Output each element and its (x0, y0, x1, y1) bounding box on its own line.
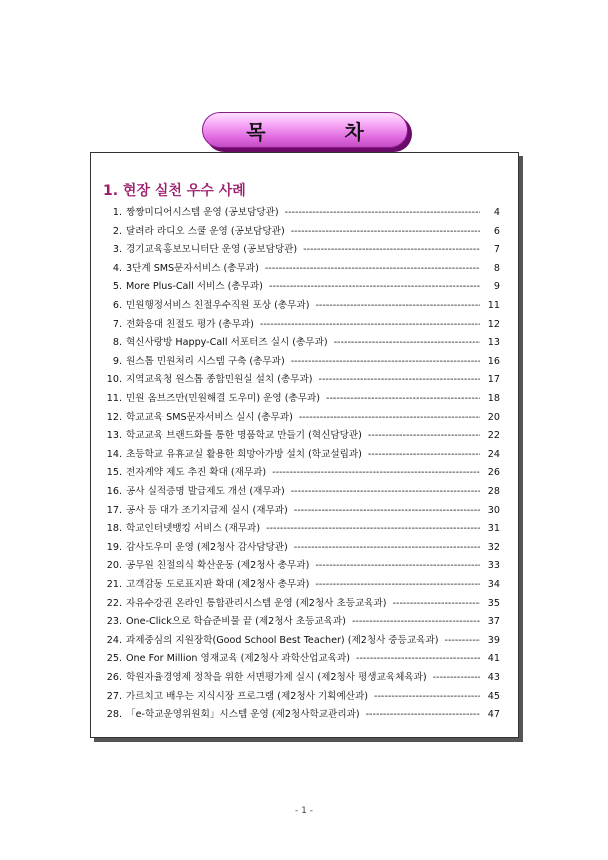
toc-entry (102, 650, 500, 668)
toc-entry-page: 22 (487, 430, 500, 442)
toc-entry (102, 427, 500, 445)
toc-entry (102, 613, 500, 631)
toc-entry-title: 전자계약 제도 추진 확대 (재무과) (126, 467, 267, 479)
toc-leader (291, 483, 480, 501)
toc-entry-number: 27. (106, 690, 122, 702)
toc-entry-page: 16 (487, 355, 500, 367)
toc-entry-title: 3단계 SMS문자서비스 (총무과) (126, 262, 259, 274)
toc-entry-page: 31 (487, 523, 500, 535)
toc-entry-number: 13. (106, 430, 122, 442)
toc-entry-page: 24 (487, 448, 500, 460)
toc-leader (260, 316, 480, 334)
toc-entry-page: 26 (487, 467, 500, 479)
toc-entry (102, 502, 500, 520)
toc-entry-title: 전화응대 친절도 평가 (총무과) (126, 318, 254, 330)
toc-entry-number: 12. (106, 411, 122, 423)
toc-leader (374, 688, 480, 706)
toc-entry-number: 2. (112, 225, 122, 237)
toc-leader (366, 706, 480, 724)
toc-entry (102, 204, 500, 222)
toc-entry-page: 39 (487, 634, 500, 646)
toc-entry-title: 학교교육 SMS문자서비스 실시 (총무과) (126, 411, 293, 423)
toc-entry (102, 557, 500, 575)
toc-entry (102, 576, 500, 594)
toc-leader (315, 576, 480, 594)
toc-entry-title: 감사도우미 운영 (제2청사 감사담당관) (126, 541, 288, 553)
toc-leader (445, 632, 481, 650)
toc-leader (319, 371, 481, 389)
toc-entry-page: 37 (487, 616, 500, 628)
toc-entry-title: 공무원 친절의식 확산운동 (제2청사 총무과) (126, 560, 310, 572)
toc-entry (102, 539, 500, 557)
toc-entry-page: 11 (487, 300, 500, 311)
toc-entry-title: 지역교육청 원스톱 종합민원실 설치 (총무과) (126, 374, 313, 386)
toc-entry-title: 짱짱미디어시스템 운영 (공보담당관) (126, 207, 279, 218)
section-heading: 1. 현장 실천 우수 사례 (103, 183, 246, 199)
toc-entry-number: 23. (106, 616, 122, 628)
toc-entry-number: 5. (112, 281, 122, 293)
toc-leader (272, 464, 480, 482)
toc-entry-number: 19. (106, 541, 122, 553)
toc-entry-number: 16. (106, 486, 122, 497)
toc-entry-page: 41 (487, 653, 500, 665)
toc-leader (303, 241, 480, 259)
toc-entry-page: 47 (487, 709, 500, 721)
page-title: 목 차 (246, 119, 400, 144)
toc-leader (265, 260, 480, 278)
toc-entry-page: 13 (487, 337, 500, 349)
toc-entry-page: 4 (493, 207, 500, 218)
toc-leader (433, 669, 480, 687)
toc-entry-page: 33 (487, 560, 500, 572)
toc-entry (102, 446, 500, 464)
toc-leader (315, 297, 480, 315)
toc-entry (102, 390, 500, 408)
toc-entry-number: 7. (112, 318, 122, 330)
toc-entry-title: One-Click으로 학습준비물 끝 (제2청사 초등교육과) (126, 616, 346, 628)
toc-entry-title: 학교인터넷뱅킹 서비스 (재무과) (126, 523, 261, 535)
toc-leader (291, 223, 480, 241)
toc-entry-title: 민원행정서비스 친절우수직원 포상 (총무과) (126, 300, 310, 311)
toc-entry (102, 464, 500, 482)
toc-leader (315, 557, 480, 575)
toc-leader (294, 502, 480, 520)
toc-entry-title: 고객감동 도로표지판 확대 (제2청사 총무과) (126, 579, 310, 590)
toc-entry-page: 17 (487, 374, 500, 386)
toc-entry-title: 학원자율경영제 정착을 위한 서면평가제 실시 (제2청사 평생교육체육과) (126, 672, 427, 683)
toc-entry-page: 20 (487, 411, 500, 423)
toc-entry-page: 35 (487, 597, 500, 609)
toc-entry (102, 520, 500, 538)
toc-entry (102, 278, 500, 296)
toc-entry-title: 가르치고 배우는 지식시장 프로그램 (제2청사 기획예산과) (126, 690, 368, 702)
toc-entry-number: 26. (106, 672, 122, 683)
toc-entry-title: 민원 옴브즈만(민원해결 도우미) 운영 (총무과) (126, 393, 320, 404)
toc-entry (102, 353, 500, 371)
toc-entry-title: One For Million 영재교육 (제2청사 과학산업교육과) (126, 653, 350, 665)
toc-entry-title: More Plus-Call 서비스 (총무과) (126, 281, 263, 293)
toc-entry-number: 15. (106, 467, 122, 479)
toc-leader (368, 427, 480, 445)
toc-entry (102, 260, 500, 278)
toc-entry-title: 경기교육홍보모니터단 운영 (공보담당관) (126, 244, 298, 256)
toc-entry-title: 과제중심의 지원장학(Good School Best Teacher) (제2청사 중등교육과) (126, 634, 439, 646)
toc-entry-page: 7 (493, 244, 500, 256)
toc-entry-number: 4. (112, 262, 122, 274)
toc-entry-title: 달려라 라디오 스쿨 운영 (공보담당관) (126, 225, 285, 237)
toc-leader (356, 650, 480, 668)
toc-entry-number: 9. (112, 355, 122, 367)
toc-entry-title: 공사 등 대가 조기지급제 실시 (재무과) (126, 504, 288, 516)
toc-entry-number: 20. (106, 560, 122, 572)
toc-entry (102, 669, 500, 687)
toc-entry-page: 28 (487, 486, 500, 497)
toc-entry (102, 223, 500, 241)
toc-entry (102, 595, 500, 613)
toc-leader (294, 539, 480, 557)
toc-entry-number: 3. (112, 244, 122, 256)
toc-entry-page: 8 (493, 262, 500, 274)
toc-entry (102, 297, 500, 315)
toc-entry-number: 28. (106, 709, 122, 721)
toc-entry (102, 371, 500, 389)
toc-entry-title: 「e-학교운영위원회」시스템 운영 (제2청사학교관리과) (126, 709, 360, 721)
toc-leader (285, 204, 480, 222)
toc-leader (266, 520, 480, 538)
toc-entry (102, 688, 500, 706)
toc-leader (299, 409, 480, 427)
toc-leader (269, 278, 480, 296)
toc-leader (352, 613, 480, 631)
toc-entry-page: 34 (487, 579, 500, 590)
toc-leader (334, 334, 480, 352)
toc-entry-title: 공사 실적증명 발급제도 개선 (재무과) (126, 486, 285, 497)
toc-entry-page: 6 (493, 225, 500, 237)
toc-leader (393, 595, 480, 613)
toc-entry-page: 9 (493, 281, 500, 293)
toc-entry-title: 초등학교 유휴교실 활용한 희망아가방 설치 (학교설립과) (126, 448, 362, 460)
toc-entry (102, 334, 500, 352)
page-footer: - 1 - (295, 806, 313, 816)
toc-entry (102, 483, 500, 501)
toc-entry-page: 18 (487, 393, 500, 404)
toc-entry (102, 632, 500, 650)
toc-leader (326, 390, 480, 408)
toc-entry-number: 14. (106, 448, 122, 460)
toc-entry (102, 706, 500, 724)
toc-entry-page: 30 (487, 504, 500, 516)
toc-entry-number: 17. (106, 504, 122, 516)
toc-entry-number: 24. (106, 634, 122, 646)
toc-entry-number: 25. (106, 653, 122, 665)
toc-entry-title: 자유수강권 온라인 통합관리시스템 운영 (제2청사 초등교육과) (126, 597, 387, 609)
toc-entry-number: 1. (112, 207, 122, 218)
toc-entry-title: 학교교육 브랜드화를 통한 명품학교 만들기 (혁신담당관) (126, 430, 362, 442)
toc-entry-page: 32 (487, 541, 500, 553)
toc-entry-title: 원스톱 민원처리 시스템 구축 (총무과) (126, 355, 285, 367)
toc-entry-page: 45 (487, 690, 500, 702)
toc-entry (102, 409, 500, 427)
toc-entry-number: 10. (106, 374, 122, 386)
toc-entry (102, 316, 500, 334)
toc-entry-number: 18. (106, 523, 122, 535)
toc-entry (102, 241, 500, 259)
toc-entry-number: 22. (106, 597, 122, 609)
toc-entry-number: 21. (106, 579, 122, 590)
toc-leader (291, 353, 480, 371)
toc-entry-number: 11. (106, 393, 122, 404)
toc-entry-number: 6. (112, 300, 122, 311)
toc-entry-title: 혁신사랑방 Happy-Call 서포터즈 실시 (총무과) (126, 337, 328, 349)
toc-leader (368, 446, 480, 464)
toc-entry-number: 8. (112, 337, 122, 349)
toc-entry-page: 12 (487, 318, 500, 330)
toc-entry-page: 43 (487, 672, 500, 683)
